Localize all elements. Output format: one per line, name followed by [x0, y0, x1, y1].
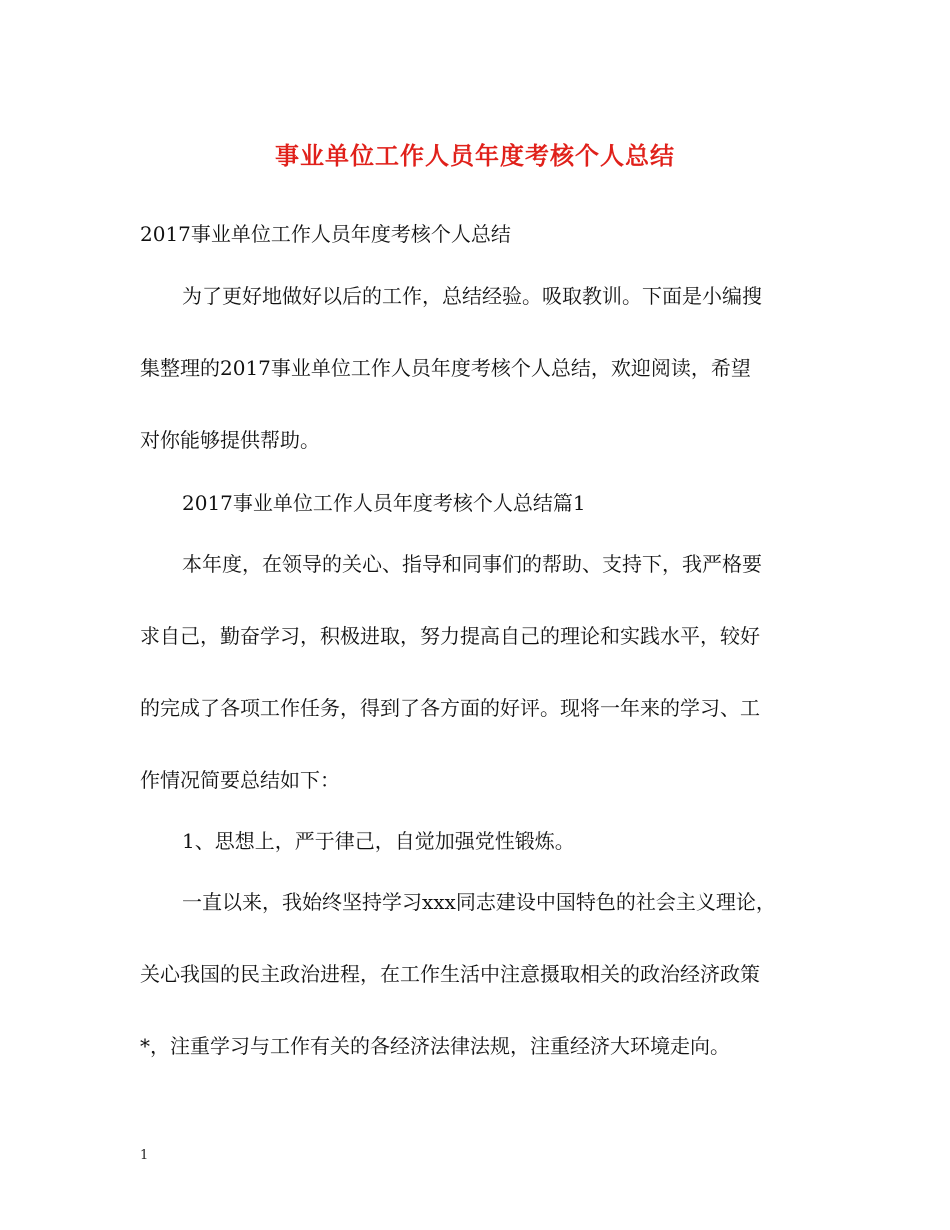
paragraph-line: 作情况简要总结如下：: [140, 768, 340, 792]
paragraph-line: 求自己，勤奋学习，积极进取，努力提高自己的理论和实践水平，较好: [140, 624, 760, 648]
paragraph-line: 关心我国的民主政治进程，在工作生活中注意摄取相关的政治经济政策: [140, 962, 760, 986]
paragraph-line: 本年度，在领导的关心、指导和同事们的帮助、支持下，我严格要: [182, 552, 762, 576]
list-item: 1、思想上，严于律己，自觉加强党性锻炼。: [182, 829, 575, 853]
page-number: 1: [140, 1148, 149, 1163]
paragraph-line: *，注重学习与工作有关的各经济法律法规，注重经济大环境走向。: [140, 1034, 730, 1058]
subtitle-line: 2017事业单位工作人员年度考核个人总结: [140, 222, 511, 246]
paragraph-line: 为了更好地做好以后的工作，总结经验。吸取教训。下面是小编搜: [182, 284, 762, 308]
paragraph-line: 的完成了各项工作任务，得到了各方面的好评。现将一年来的学习、工: [140, 696, 760, 720]
section-heading: 2017事业单位工作人员年度考核个人总结篇1: [182, 491, 586, 515]
paragraph-line: 集整理的2017事业单位工作人员年度考核个人总结，欢迎阅读，希望: [140, 356, 751, 380]
document-title: 事业单位工作人员年度考核个人总结: [275, 141, 675, 170]
paragraph-line: 一直以来，我始终坚持学习xxx同志建设中国特色的社会主义理论，: [182, 890, 776, 914]
paragraph-line: 对你能够提供帮助。: [140, 428, 320, 452]
